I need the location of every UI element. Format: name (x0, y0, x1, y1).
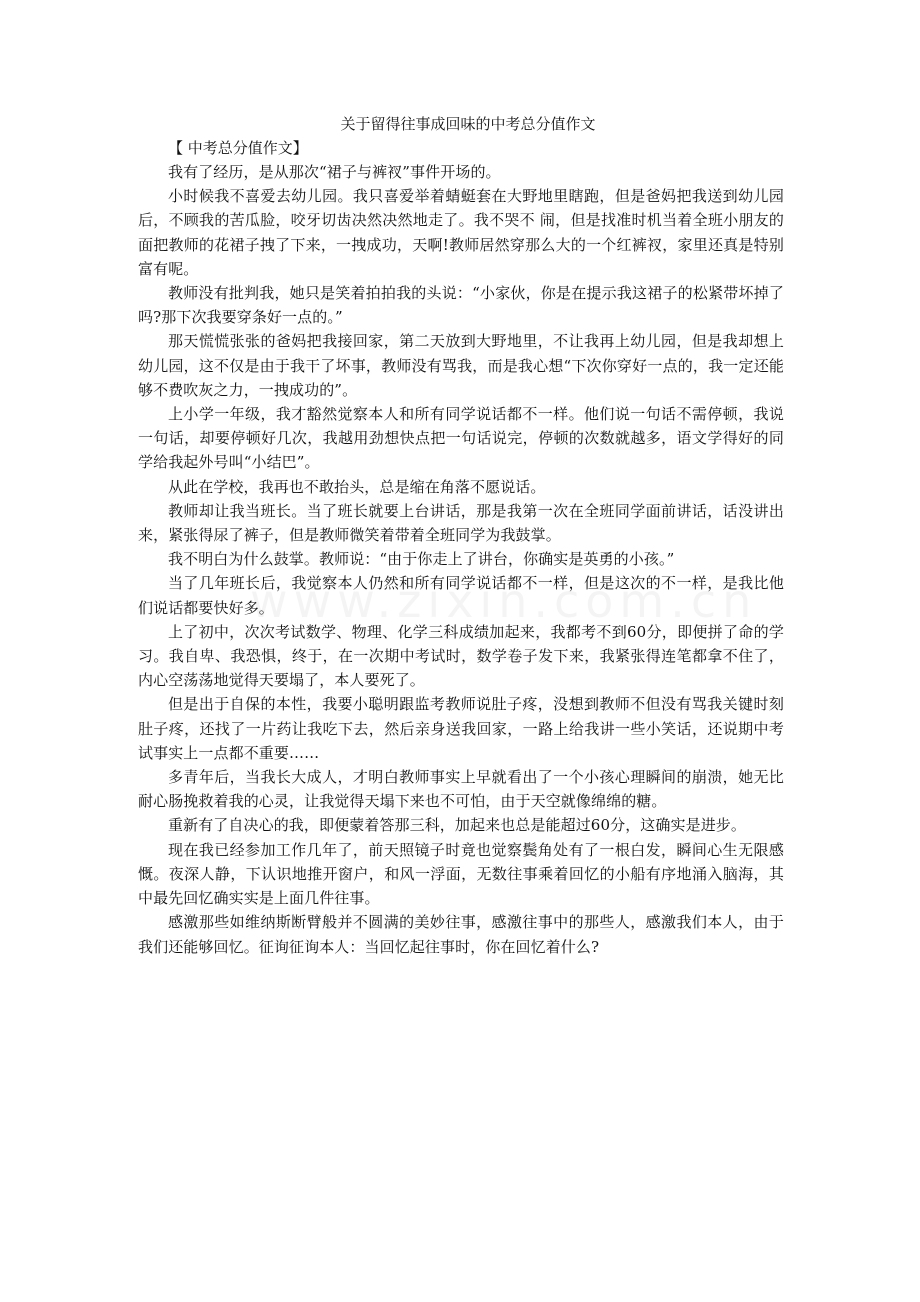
paragraph: 教师没有批判我，她只是笑着拍拍我的头说：“小家伙，你是在提示我这裙子的松紧带坏掉了吗?那下次我要穿条好一点的。” (138, 284, 784, 327)
paragraph: 教师却让我当班长。当了班长就要上台讲话，那是我第一次在全班同学面前讲话，话没讲出来，紧张得尿了裤子，但是教师微笑着带着全班同学为我鼓掌。 (138, 501, 784, 545)
paragraph: 小时候我不喜爱去幼儿园。我只喜爱举着蜻蜓套在大野地里瞎跑，但是爸妈把我送到幼儿园后，不顾我的苦瓜脸，咬牙切齿决然决然地走了。我不哭不 闹，但是找准时机当着全班小朋友的面把教师的花裙子拽了下来，一拽成功，天啊!教师居然穿那么大的一个红裤衩，家里还真是特别富有呢。 (138, 187, 784, 278)
paragraph: 我有了经历，是从那次“裙子与裤衩”事件开场的。 (168, 163, 501, 181)
paragraph: 重新有了自决心的我，即便蒙着答那三科，加起来也总是能超过60分，这确实是进步。 (168, 816, 746, 835)
paragraph: 上了初中，次次考试数学、物理、化学三科成绩加起来，我都考不到60分，即便拼了命的学习。我自卑、我恐惧，终于，在一次期中考试时，数学卷子发下来，我紧张得连笔都拿不住了，内心空荡荡地觉得天要塌了，本人要死了。 (138, 622, 784, 690)
document-page (138, 112, 784, 959)
paragraph: 上小学一年级，我才豁然觉察本人和所有同学说话都不一样。他们说一句话不需停顿，我说一句话，却要停顿好几次，我越用劲想快点把一句话说完，停顿的次数就越多，语文学得好的同学给我起外号叫“小结巴”。 (138, 405, 784, 472)
paragraph: 多青年后，当我长大成人，才明白教师事实上早就看出了一个小孩心理瞬间的崩溃，她无比耐心肠挽救着我的心灵，让我觉得天塌下来也不可怕，由于天空就像绵绵的糖。 (138, 768, 784, 811)
document-title: 关于留得往事成回味的中考总分值作文 (340, 115, 596, 133)
section-label: 【 中考总分值作文】 (168, 139, 308, 157)
paragraph: 那天慌慌张张的爸妈把我接回家，第二天放到大野地里，不让我再上幼儿园，但是我却想上幼儿园，这不仅是由于我干了坏事，教师没有骂我，而是我心想“下次你穿好一点的，我一定还能够不费吹灰之力，一拽成功的”。 (138, 332, 784, 399)
paragraph: 但是出于自保的本性，我要小聪明跟监考教师说肚子疼，没想到教师不但没有骂我关键时刻肚子疼，还找了一片药让我吃下去，然后亲身送我回家，一路上给我讲一些小笑话，还说期中考试事实上一点都不重要…… (138, 695, 784, 762)
paragraph: 我不明白为什么鼓掌。教师说：“由于你走上了讲台，你确实是英勇的小孩。” (168, 550, 675, 569)
paragraph: 感激那些如维纳斯断臂般并不圆满的美妙往事，感激往事中的那些人，感激我们本人，由于我们还能够回忆。征询征询本人：当回忆起往事时，你在回忆着什么? (138, 913, 784, 956)
paragraph: 当了几年班长后，我觉察本人仍然和所有同学说话都不一样，但是这次的不一样，是我比他们说话都要快好多。 (138, 574, 784, 617)
document-body (138, 160, 784, 959)
paragraph: 从此在学校，我再也不敢抬头，总是缩在角落不愿说话。 (168, 477, 546, 496)
paragraph: 现在我已经参加工作几年了，前天照镜子时竟也觉察鬓角处有了一根白发，瞬间心生无限感慨。夜深人静，下认识地推开窗户，和风一浮面，无数往事乘着回忆的小船有序地涌入脑海，其中最先回忆确实实是上面几件往事。 (138, 840, 784, 908)
